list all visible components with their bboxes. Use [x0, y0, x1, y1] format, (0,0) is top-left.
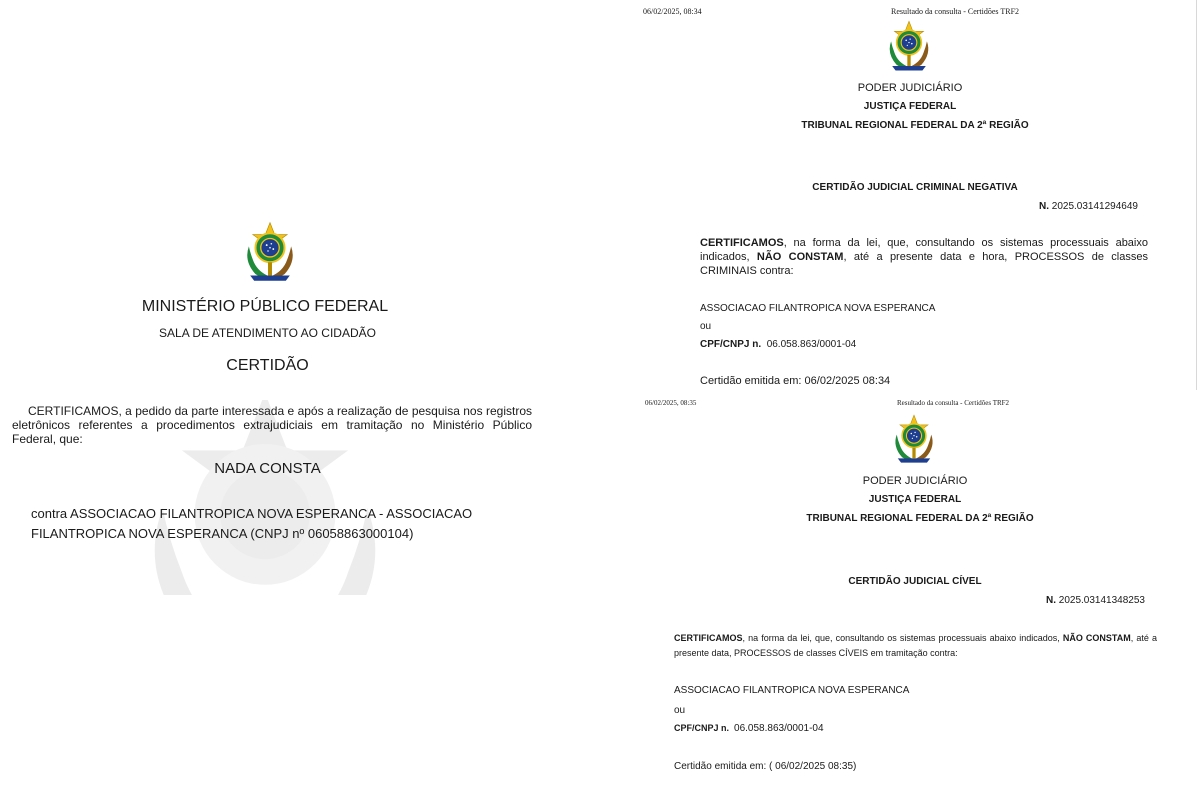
certificamos-word: CERTIFICAMOS — [700, 237, 784, 249]
mpf-against-line-1: contra ASSOCIACAO FILANTROPICA NOVA ESPERANCA - ASSOCIACAO — [31, 506, 473, 521]
mpf-against-line-2: FILANTROPICA NOVA ESPERANCA (CNPJ nº 06058863000104) — [31, 526, 414, 541]
or-text: ou — [700, 321, 712, 332]
mpf-doc-title: CERTIDÃO — [226, 357, 309, 374]
civil-certificate — [640, 395, 1170, 800]
cpf-cnpj — [700, 339, 856, 350]
body-text-1: , na forma da lei, que, consultando os sistemas processuais abaixo indicados, — [700, 237, 1148, 263]
print-timestamp: 06/02/2025, 08:34 — [643, 7, 702, 16]
certificate-number — [1046, 595, 1145, 606]
justica-federal: JUSTIÇA FEDERAL — [863, 101, 957, 112]
number-label: N. — [1039, 201, 1049, 212]
certificate-body — [674, 631, 1157, 661]
number-label: N. — [1046, 595, 1056, 606]
cpf-label: CPF/CNPJ n. — [674, 723, 730, 733]
certificate-title: CERTIDÃO JUDICIAL CRIMINAL NEGATIVA — [812, 182, 1018, 193]
emitted-at: Certidão emitida em: ( 06/02/2025 08:35) — [674, 761, 857, 772]
nao-constam: NÃO CONSTAM — [756, 251, 844, 263]
criminal-certificate — [640, 0, 1160, 395]
certificate-body — [700, 236, 1148, 278]
cpf-value: 06.058.863/0001-04 — [734, 723, 824, 734]
number-value: 2025.03141294649 — [1051, 201, 1138, 212]
body-text-1: , na forma da lei, que, consultando os sistemas processuais abaixo indicados, — [742, 633, 1063, 643]
number-value: 2025.03141348253 — [1058, 595, 1145, 606]
poder-judiciario: PODER JUDICIÁRIO — [862, 475, 968, 487]
brazil-coat-of-arms-icon — [887, 411, 941, 469]
print-timestamp: 06/02/2025, 08:35 — [645, 399, 697, 407]
certificate-number — [1039, 201, 1138, 212]
page-divider — [1196, 0, 1197, 390]
poder-judiciario: PODER JUDICIÁRIO — [857, 82, 963, 94]
print-source: Resultado da consulta - Certidões TRF2 — [891, 7, 1020, 16]
body-text-2: , até a presente data, PROCESSOS de classes CÍVEIS em tramitação contra: — [674, 633, 1157, 658]
or-text: ou — [674, 705, 686, 716]
body-text-2: , até a presente data e hora, PROCESSOS de classes CRIMINAIS contra: — [700, 251, 1148, 277]
tribunal-name: TRIBUNAL REGIONAL FEDERAL DA 2ª REGIÃO — [806, 513, 1034, 524]
nao-constam: NÃO CONSTAM — [1062, 633, 1131, 643]
mpf-certificate — [0, 0, 540, 800]
cpf-value: 06.058.863/0001-04 — [766, 339, 857, 350]
tribunal-name: TRIBUNAL REGIONAL FEDERAL DA 2ª REGIÃO — [801, 120, 1029, 131]
justica-federal: JUSTIÇA FEDERAL — [868, 494, 962, 505]
certificate-title: CERTIDÃO JUDICIAL CÍVEL — [848, 576, 982, 587]
mpf-subtitle: SALA DE ATENDIMENTO AO CIDADÃO — [159, 326, 376, 340]
certificamos-word: CERTIFICAMOS — [674, 633, 743, 643]
entity-name: ASSOCIACAO FILANTROPICA NOVA ESPERANCA — [674, 685, 910, 696]
emitted-at: Certidão emitida em: 06/02/2025 08:34 — [700, 375, 891, 387]
brazil-coat-of-arms-icon — [237, 219, 303, 287]
print-source: Resultado da consulta - Certidões TRF2 — [897, 399, 1010, 407]
cpf-label: CPF/CNPJ n. — [700, 339, 762, 350]
mpf-body-text: CERTIFICAMOS, a pedido da parte interessada e após a realização de pesquisa nos registros eletrônicos referentes a procedimentos extrajudiciais em tramitação no Ministério Público Federal, que: — [12, 404, 532, 446]
brazil-coat-of-arms-icon — [881, 18, 937, 76]
mpf-title: MINISTÉRIO PÚBLICO FEDERAL — [141, 298, 389, 315]
mpf-result: NADA CONSTA — [214, 460, 321, 477]
entity-name: ASSOCIACAO FILANTROPICA NOVA ESPERANCA — [700, 303, 936, 314]
cpf-cnpj — [674, 723, 824, 734]
